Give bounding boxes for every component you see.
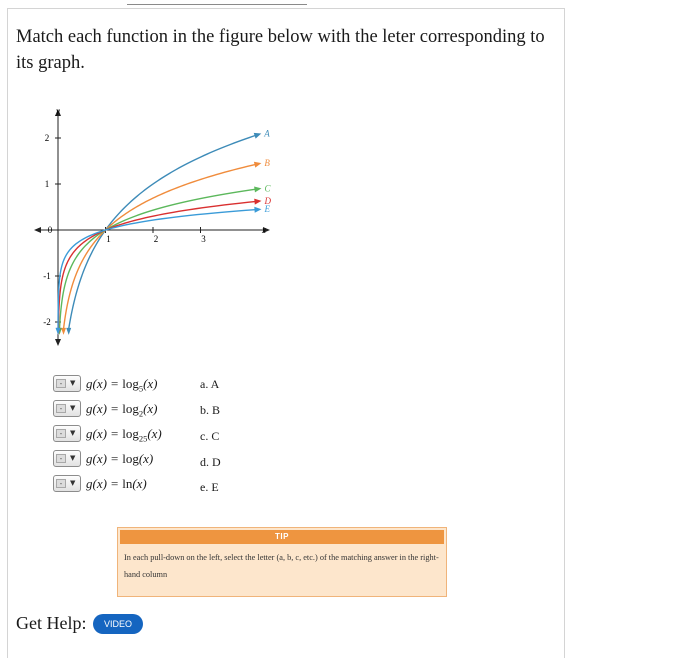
y-tick-label: 0	[47, 225, 53, 235]
function-row	[53, 425, 193, 443]
answer-select[interactable]	[53, 375, 81, 392]
select-value: -	[56, 454, 66, 463]
function-row	[53, 475, 193, 493]
answer-select[interactable]	[53, 475, 81, 492]
curve-arrow	[254, 162, 261, 168]
y-axis-label: y	[56, 106, 60, 116]
curve-label: D	[264, 195, 271, 206]
curve-arrow	[254, 199, 261, 205]
y-axis-arrow-down	[55, 339, 61, 346]
curve-a	[69, 135, 258, 329]
question-text: Match each function in the figure below with the leter corresponding to its graph.	[16, 27, 545, 73]
function-label: g(x) = ln(x)	[86, 476, 147, 491]
graph-curve-labels	[263, 128, 271, 214]
y-tick-label: 2	[44, 133, 50, 143]
answer-option: c. C	[200, 429, 220, 443]
select-value: -	[56, 479, 66, 488]
answer-option: a. A	[200, 377, 220, 391]
select-value: -	[56, 429, 66, 438]
tip-box	[117, 527, 447, 597]
x-axis-arrow-left	[34, 227, 41, 233]
chevron-down-icon: ▼	[70, 454, 76, 462]
get-help-label: Get Help:	[16, 613, 87, 633]
curve-arrow	[254, 133, 262, 139]
tip-title: TIP	[120, 530, 444, 544]
curve-d	[58, 201, 257, 329]
function-row	[53, 450, 193, 468]
curve-e	[58, 209, 257, 328]
video-button[interactable]: VIDEO	[93, 614, 143, 634]
curve-label: A	[264, 128, 270, 139]
answer-option: b. B	[200, 403, 221, 417]
curve-arrow-down	[66, 328, 71, 335]
curve-arrow	[254, 186, 261, 192]
chevron-down-icon: ▼	[70, 379, 76, 387]
select-value: -	[56, 379, 66, 388]
function-graph	[30, 103, 285, 353]
function-row	[53, 375, 193, 393]
graph-curves	[56, 133, 262, 335]
curve-arrow	[254, 207, 261, 213]
function-label: $g(x) = \log_{25}(x)$	[86, 426, 162, 444]
answer-option: e. E	[200, 480, 219, 494]
function-label: $g(x) = \log_2(x)$	[86, 401, 158, 419]
answer-select[interactable]	[53, 450, 81, 467]
x-tick-label: 1	[106, 234, 111, 244]
tip-text: In each pull-down on the left, select the letter (a, b, c, etc.) of the matching answer in the right-hand column	[124, 553, 439, 579]
curve-label: E	[264, 204, 270, 215]
answer-select[interactable]	[53, 425, 81, 442]
function-row	[53, 400, 193, 418]
curve-arrow-down	[61, 328, 66, 335]
chevron-down-icon: ▼	[70, 429, 76, 437]
function-label: g(x) = log(x)	[86, 451, 154, 466]
curve-label: C	[264, 183, 271, 194]
chevron-down-icon: ▼	[70, 479, 76, 487]
x-tick-label: 2	[153, 234, 159, 244]
answer-select[interactable]	[53, 400, 81, 417]
graph-axes	[34, 106, 270, 346]
y-tick-label: -1	[43, 271, 51, 281]
answer-option: d. D	[200, 455, 221, 469]
x-tick-label: 3	[201, 234, 206, 244]
top-tab-indicator	[127, 0, 307, 5]
y-tick-label: 1	[44, 179, 50, 189]
curve-label: B	[264, 158, 270, 169]
select-value: -	[56, 404, 66, 413]
function-label: $g(x) = \log_5(x)$	[86, 376, 158, 394]
chevron-down-icon: ▼	[70, 404, 76, 412]
y-tick-label: -2	[43, 317, 51, 327]
x-axis-label: x	[262, 225, 266, 235]
curve-b	[64, 164, 258, 329]
